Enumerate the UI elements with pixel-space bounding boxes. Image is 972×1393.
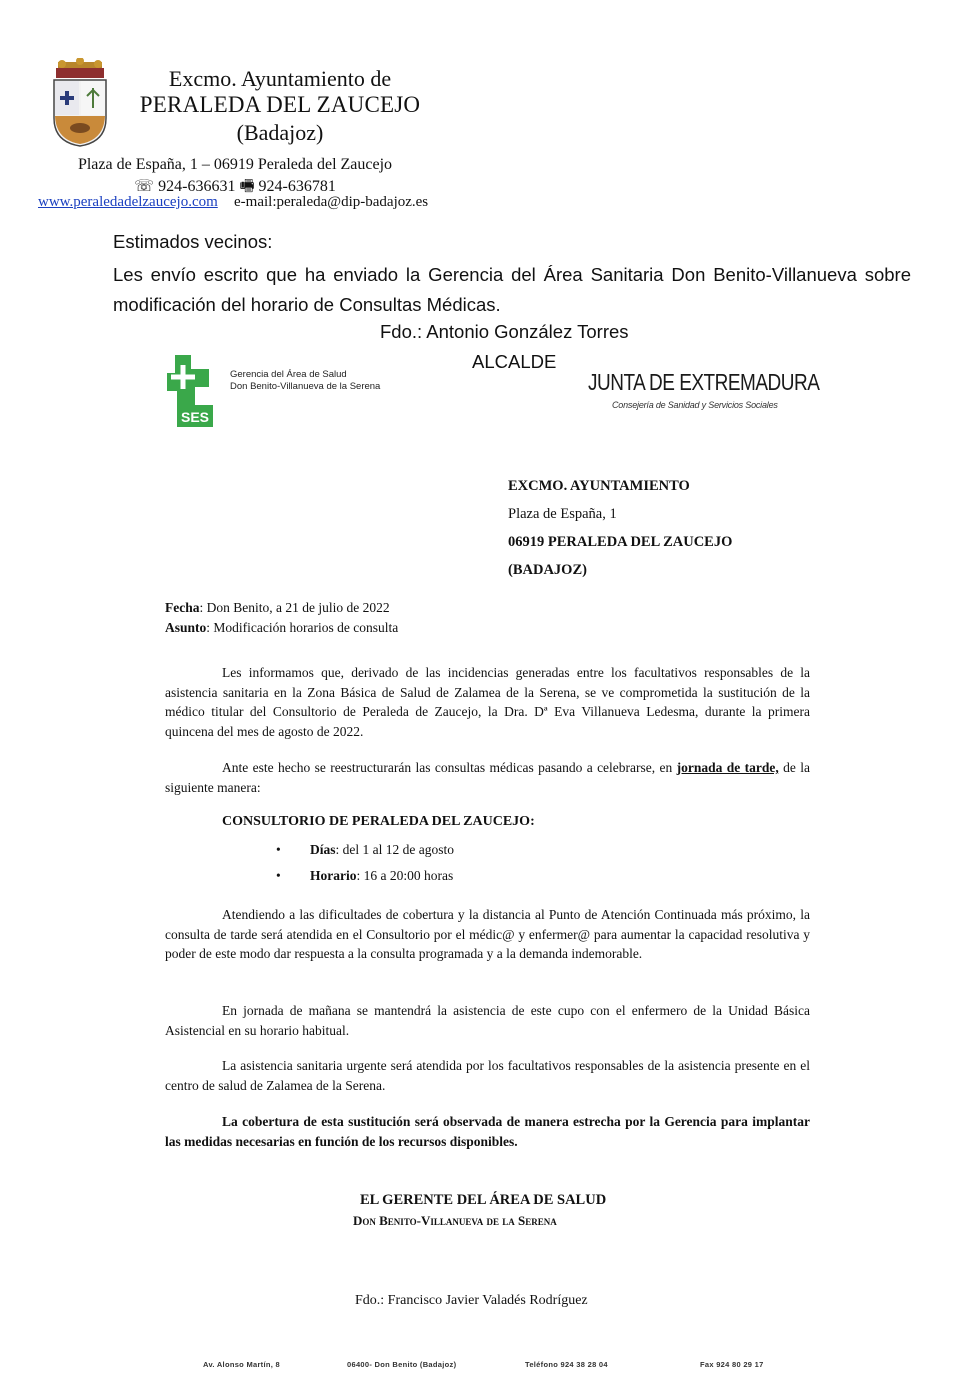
municipality-line1: Excmo. Ayuntamiento de [168,66,392,91]
paragraph-3: Atendiendo a las dificultades de cobertura y la distancia al Punto de Atención Continuada más próximo, la consulta de tarde será atendida en el Consultorio por el médic@ y enfermer@ para aumentar la capacidad resolutiva y poder de este modo dar respuesta a la consulta programada y a la demanda indemorable. [165,907,810,961]
municipality-province: (Badajoz) [236,120,324,145]
signature-title: EL GERENTE DEL ÁREA DE SALUD [360,1192,607,1208]
recipient-line2: Plaza de España, 1 [508,506,617,522]
note-body: Les envío escrito que ha enviado la Gerencia del Área Sanitaria Don Benito-Villanueva sobre modificación del horario de Consultas Médicas. [113,264,911,315]
paragraph-2-end: de la siguiente manera: [165,760,810,795]
paragraph-6: La cobertura de esta sustitución será observada de manera estrecha por la Gerencia para implantar las medidas necesarias en función de los recursos disponibles. [165,1114,810,1149]
junta-logo-subtitle: Consejería de Sanidad y Servicios Sociales [612,400,778,410]
municipality-email: e-mail:peraleda@dip-badajoz.es [234,194,429,210]
bullet-dias [276,842,454,858]
note-signature: Fdo.: Antonio González Torres [380,321,629,342]
ses-logo-text [230,369,380,393]
bullet-horario [276,868,453,884]
horario-value: : 16 a 20:00 horas [356,868,454,883]
dias-label: Días [310,842,336,857]
letter-subject [165,618,398,638]
signature-area: Don Benito-Villanueva de la Serena [353,1213,557,1228]
ses-text-line2: Don Benito-Villanueva de la Serena [230,381,381,392]
footer-phone: Teléfono 924 38 28 04 [525,1360,608,1369]
municipality-website-link[interactable]: www.peraledadelzaucejo.com [38,194,218,210]
municipality-address: Plaza de España, 1 – 06919 Peraleda del Zaucejo [77,156,393,173]
date-value: : Don Benito, a 21 de julio de 2022 [199,600,390,615]
consultorio-title: CONSULTORIO DE PERALEDA DEL ZAUCEJO: [222,814,535,829]
recipient-line3: 06919 PERALEDA DEL ZAUCEJO [508,534,733,550]
junta-logo-title: JUNTA DE EXTREMADURA [588,371,820,397]
date-label: Fecha [165,600,200,615]
dias-value: : del 1 al 12 de agosto [335,842,454,857]
paragraph-2 [165,758,810,797]
coat-of-arms-icon [50,58,110,148]
paragraph-2-start: Ante este hecho se reestructurarán las consultas médicas pasando a celebrarse, en [222,760,677,775]
footer-address: Av. Alonso Martín, 8 [203,1360,280,1369]
recipient-line1: EXCMO. AYUNTAMIENTO [508,478,690,494]
bullet-icon: • [276,868,281,883]
recipient-line4: (BADAJOZ) [508,562,587,578]
paragraph-5: La asistencia sanitaria urgente será atendida por los facultativos responsables de la asistencia presente en el centro de salud de Zalamea de la Serena. [165,1058,810,1093]
footer-fax: Fax 924 80 29 17 [700,1360,764,1369]
bullet-icon: • [276,842,281,857]
subject-value: : Modificación horarios de consulta [206,619,399,635]
note-role: ALCALDE [472,351,557,372]
paragraph-1: Les informamos que, derivado de las incidencias generadas entre los facultativos responsables de la asistencia sanitaria en la Zona Básica de Salud de Zalamea de la Serena, se ve comprometida la sustitución de la médico titular del Consultorio de Peraleda de Zaucejo, la Dra. Dª Eva Villanueva Ledesma, durante la primera quincena del mes de agosto de 2022. [165,665,810,739]
ses-logo-icon [165,355,215,427]
ses-text-line1: Gerencia del Área de Salud [230,369,347,380]
municipality-name: PERALEDA DEL ZAUCEJO [139,92,421,117]
ses-badge-text: SES [180,409,210,425]
letter-meta [165,598,398,637]
paragraph-4: En jornada de mañana se mantendrá la asistencia de este cupo con el enfermero de la Unidad Básica Asistencial en su horario habitual. [165,1003,810,1038]
signature-name: Fdo.: Francisco Javier Valadés Rodríguez [355,1293,588,1308]
note-greeting: Estimados vecinos: [113,231,273,252]
subject-label: Asunto [165,619,207,635]
footer-city: 06400- Don Benito (Badajoz) [347,1360,457,1369]
letter-date [165,598,398,618]
horario-label: Horario [310,868,357,883]
municipality-phones: ☏ 924-636631 🖷 924-636781 [134,178,336,195]
paragraph-2-emphasis: jornada de tarde, [676,760,779,775]
